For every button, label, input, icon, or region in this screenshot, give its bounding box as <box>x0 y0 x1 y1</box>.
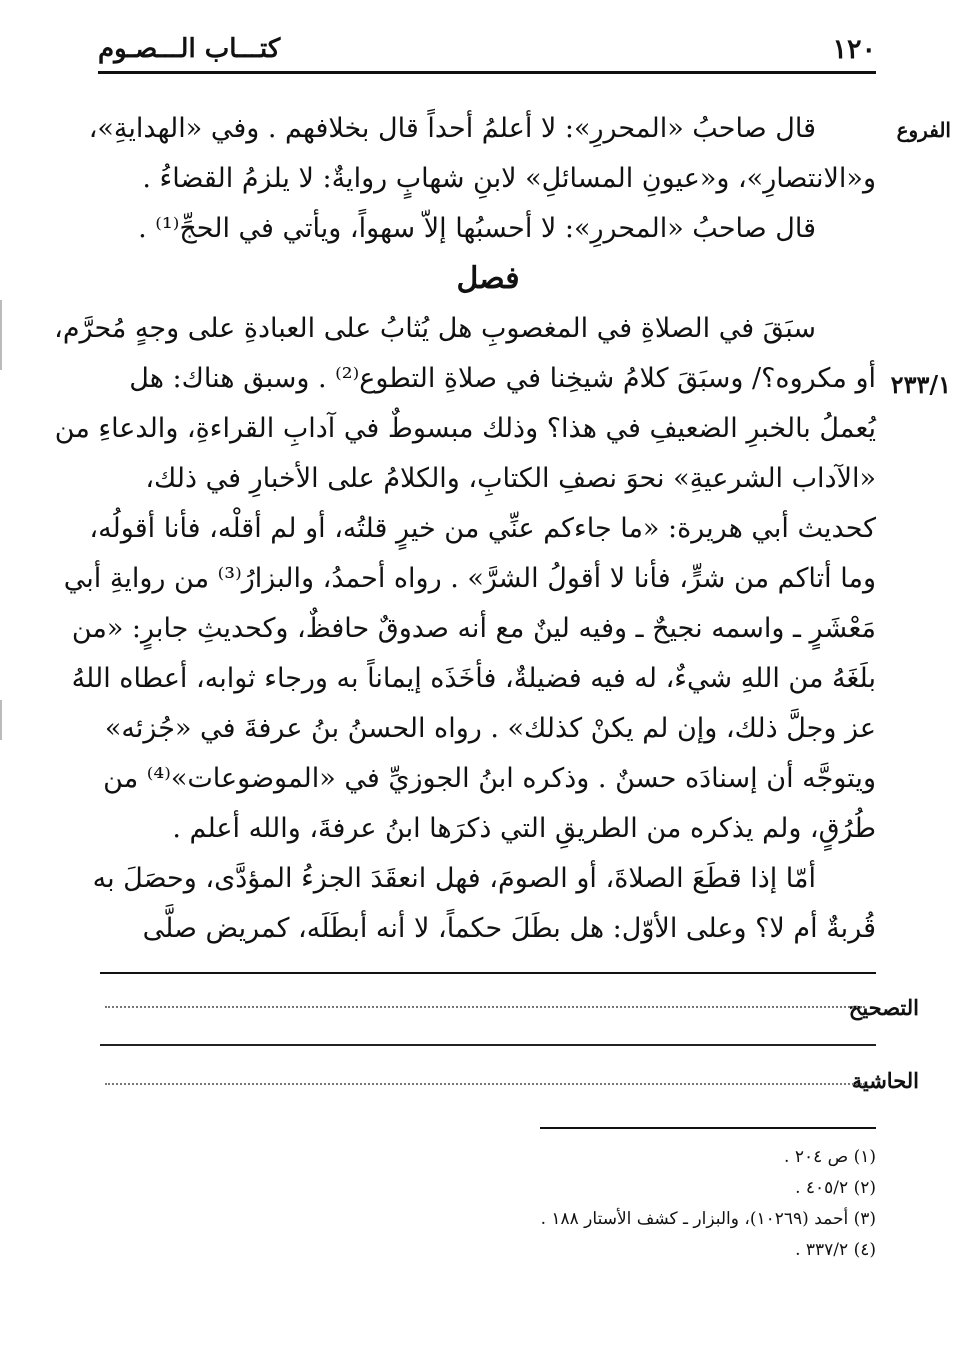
footnotes <box>196 1142 876 1266</box>
separator-rule <box>100 1044 876 1046</box>
main-text <box>54 104 876 954</box>
page-number: ١٢٠ <box>832 34 876 65</box>
margin-page-ref: ٢٣٣/١ <box>890 370 951 399</box>
text-line: بلَغَهُ من اللهِ شيءٌ، له فيه فضيلةٌ، فأخَذَه إيماناً به ورجاء ثوابه، أعطاه اللهُ <box>71 663 876 694</box>
footnote: (١) ص ٢٠٤ . <box>784 1147 876 1167</box>
header-rule <box>98 71 876 74</box>
margin-notes-label: الحاشية <box>851 1068 919 1093</box>
text-bottom-rule <box>100 972 876 974</box>
section-heading: فصل <box>456 261 520 296</box>
footnote: (٢) ٤٠٥/٢ . <box>795 1178 876 1198</box>
text-line: أمّا إذا قطَعَ الصلاةَ، أو الصومَ، فهل انعقَدَ الجزءُ المؤدَّى، وحصَلَ به <box>92 863 816 894</box>
footnote: (٤) ٣٣٧/٢ . <box>795 1240 876 1260</box>
text-line: قُربةٌ أم لا؟ وعلى الأوّل: هل بطَلَ حكماً، لا أنه أبطَلَه، كمريض صلَّى <box>142 913 876 944</box>
text-line: ويتوجَّه أن إسنادَه حسنٌ . وذكره ابنُ الجوزيِّ في «الموضوعات»⁽⁴⁾ من <box>103 763 876 794</box>
footnote-rule <box>540 1127 876 1129</box>
correction-label: التصحيح <box>848 995 919 1020</box>
text-line: عز وجلَّ ذلك، وإن لم يكنْ كذلك» . رواه الحسنُ بنُ عرفةَ في «جُزئه» <box>104 713 876 744</box>
page-header <box>98 28 876 74</box>
scan-edge-mark <box>0 300 2 370</box>
text-line: أو مكروه؟/ وسبَقَ كلامُ شيخِنا في صلاةِ التطوع⁽²⁾ . وسبق هناك: هل <box>129 363 876 394</box>
text-line: «الآداب الشرعيةِ» نحوَ نصفِ الكتابِ، والكلامُ على الأخبارِ في ذلك، <box>145 463 876 494</box>
text-line: و«الانتصارِ»، و«عيونِ المسائلِ» لابنِ شهابٍ روايةٌ: لا يلزمُ القضاءُ . <box>142 163 876 194</box>
text-line: سبَقَ في الصلاةِ في المغصوبِ هل يُثابُ على العبادةِ على وجهٍ مُحرَّم، <box>54 313 816 344</box>
footnote: (٣) أحمد (١٠٢٦٩)، والبزار ـ كشف الأستار ١٨٨ . <box>540 1209 876 1229</box>
text-line: طُرُقٍ، ولم يذكره من الطريقِ التي ذكرَها ابنُ عرفةَ، والله أعلم . <box>172 813 876 844</box>
margin-label-furu: الفروع <box>896 118 951 142</box>
text-line: يُعملُ بالخبرِ الضعيفِ في هذا؟ وذلك مبسوطٌ في آدابِ القراءةِ، والدعاءِ من <box>54 413 876 444</box>
text-line: قال صاحبُ «المحررِ»: لا أحسبُها إلاّ سهواً، ويأتي في الحجِّ⁽¹⁾ . <box>138 213 816 244</box>
text-line: مَعْشَرٍ ـ واسمه نجيحٌ ـ وفيه لينٌ مع أنه صدوقٌ حافظٌ، وكحديثِ جابرٍ: «من <box>71 613 876 644</box>
running-title: كتـــاب الـــصـوم <box>98 34 281 64</box>
margin-notes-dotted-line <box>105 1083 865 1085</box>
text-line: كحديث أبي هريرة: «ما جاءكم عنِّي من خيرٍ قلتُه، أو لم أقلْه، فأنا أقولُه، <box>89 513 876 544</box>
scan-edge-mark <box>0 700 2 740</box>
correction-dotted-line <box>105 1006 865 1008</box>
text-line: قال صاحبُ «المحررِ»: لا أعلمُ أحداً قال بخلافهم . وفي «الهدايةِ»، <box>88 113 816 144</box>
text-line: وما أتاكم من شرٍّ، فأنا لا أقولُ الشرَّ» . رواه أحمدُ، والبزارُ⁽³⁾ من روايةِ أبي <box>63 563 876 594</box>
